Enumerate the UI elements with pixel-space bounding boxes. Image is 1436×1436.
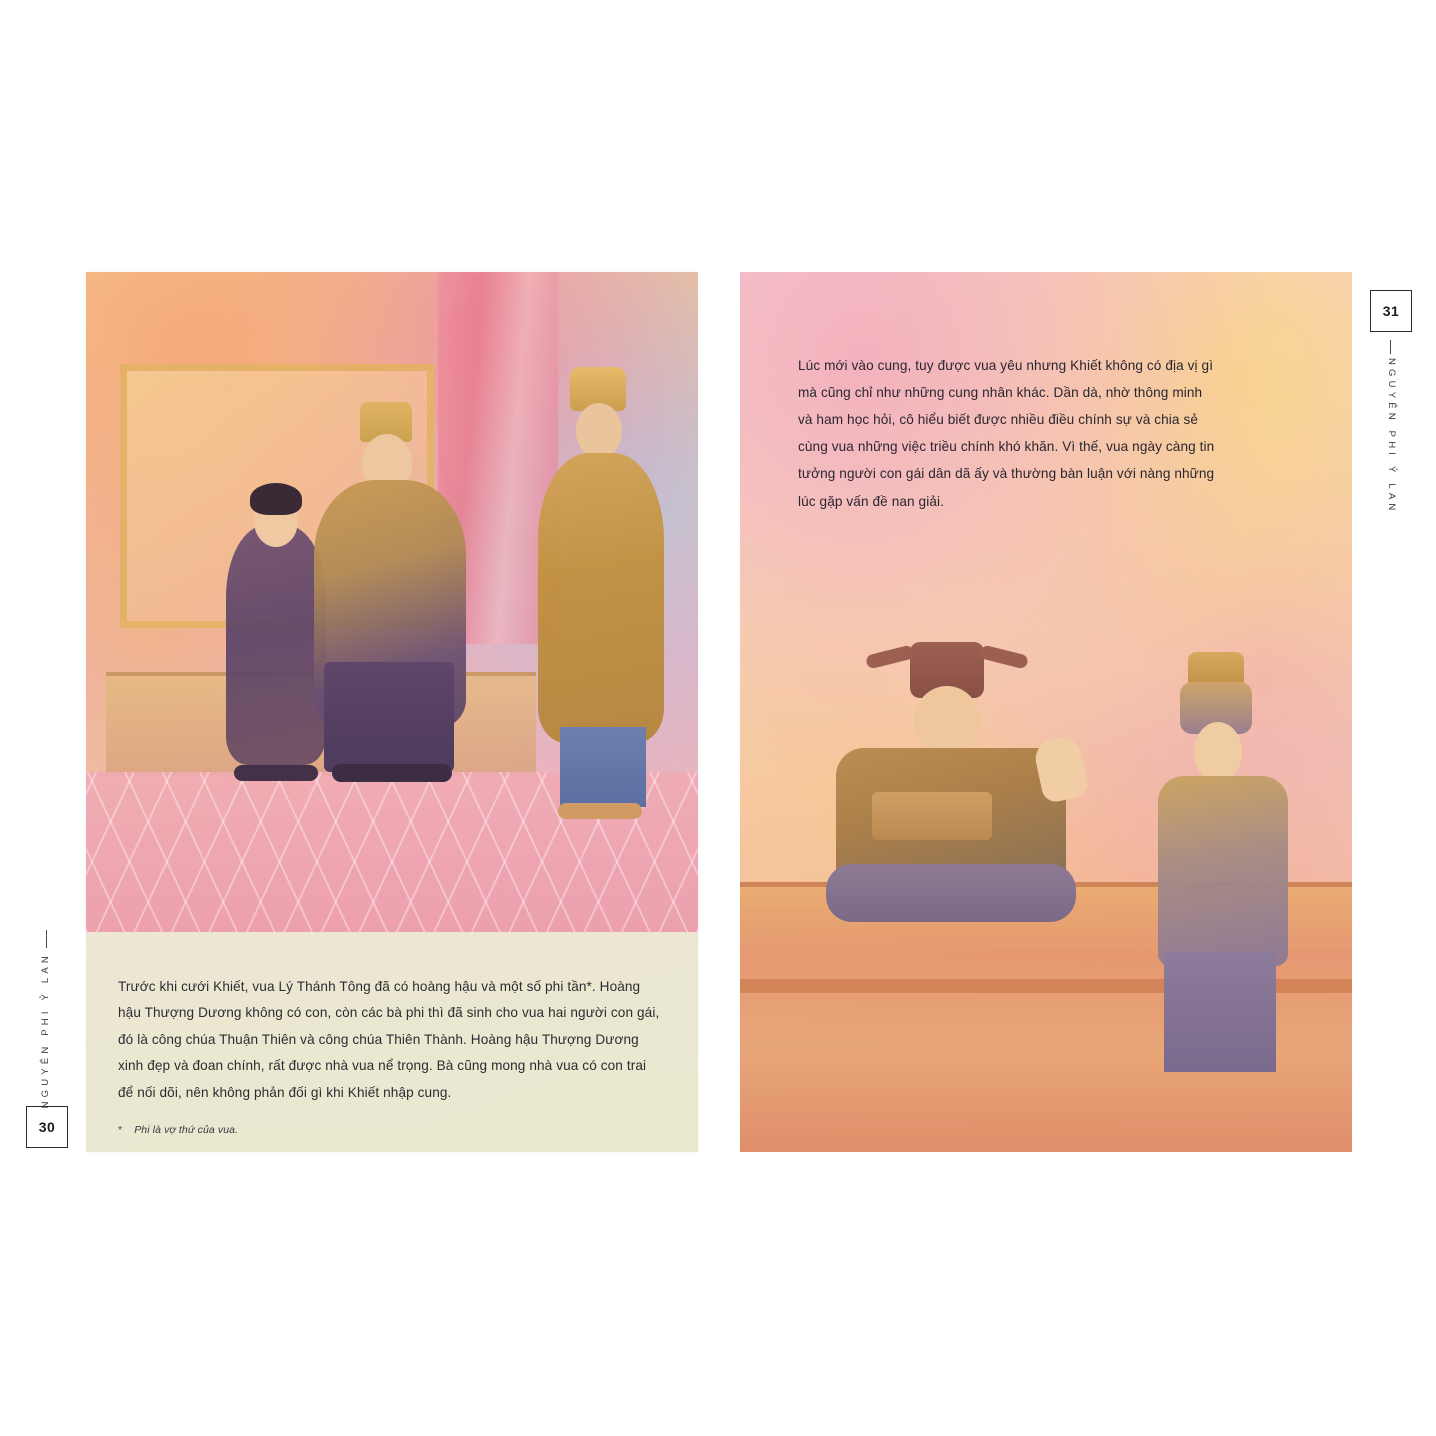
left-page-text-block [86,932,698,1152]
empress-skirt [324,662,454,772]
running-head-left: NGUYÊN PHI Ỷ LAN [40,952,51,1109]
y-lan-skirt [1164,952,1276,1072]
left-page-footnote [118,1124,664,1136]
king-seated-head [914,686,980,756]
king-shoes [558,803,642,819]
figure-king [514,367,674,837]
king-trousers [560,727,646,807]
concubine-shoes [234,765,318,781]
king-hat-wing-right [979,644,1029,669]
king-seated-legs [826,864,1076,922]
king-head [576,403,622,459]
king-hat-wing-left [865,644,915,669]
concubine-hair [250,483,302,515]
figure-empress [308,402,478,802]
page-number-right: 31 [1370,290,1412,332]
running-head-right: NGUYÊN PHI Ỷ LAN [1386,358,1397,515]
page-number-left: 30 [26,1106,68,1148]
y-lan-robe [1158,776,1288,966]
figure-y-lan [1138,652,1338,1072]
figure-king-seated [810,642,1140,922]
empress-shoes [332,764,452,782]
left-page-paragraph: Trước khi cưới Khiết, vua Lý Thánh Tông đã có hoàng hậu và một số phi tần*. Hoàng hậu Thượng Dương không có con, còn các bà phi thì đã sinh cho vua hai người con gái, đó là công chúa Thuận Thiên và công chúa Thiên Thành. Hoàng hậu Thượng Dương xinh đẹp và đoan chính, rất được nhà vua nể trọng. Bà cũng mong nhà vua có con trai để nối dõi, nên không phản đối gì khi Khiết nhập cung. [118,978,660,1100]
rule-tick-right [1390,340,1391,354]
right-page [740,272,1352,1152]
footnote-text: Phi là vợ thứ của vua. [134,1124,239,1137]
left-page-illustration [86,272,698,932]
king-seated-sash [872,792,992,840]
king-robe [538,453,664,743]
rule-tick-left [46,930,47,948]
right-page-paragraph: Lúc mới vào cung, tuy được vua yêu nhưng Khiết không có địa vị gì mà cũng chỉ như những cung nhân khác. Dần dà, nhờ thông minh và ham học hỏi, cô hiểu biết được nhiều điều chính sự và chia sẻ cùng vua những việc triều chính khó khăn. Vì thế, vua ngày càng tin tưởng người con gái dân dã ấy và thường bàn luận với nàng những lúc gặp vấn đề nan giải. [798,357,1215,509]
y-lan-crown [1188,652,1244,686]
y-lan-head [1194,722,1242,782]
footnote-marker: * [118,1124,123,1137]
left-page [86,272,698,1152]
right-page-text-block [798,338,1218,528]
